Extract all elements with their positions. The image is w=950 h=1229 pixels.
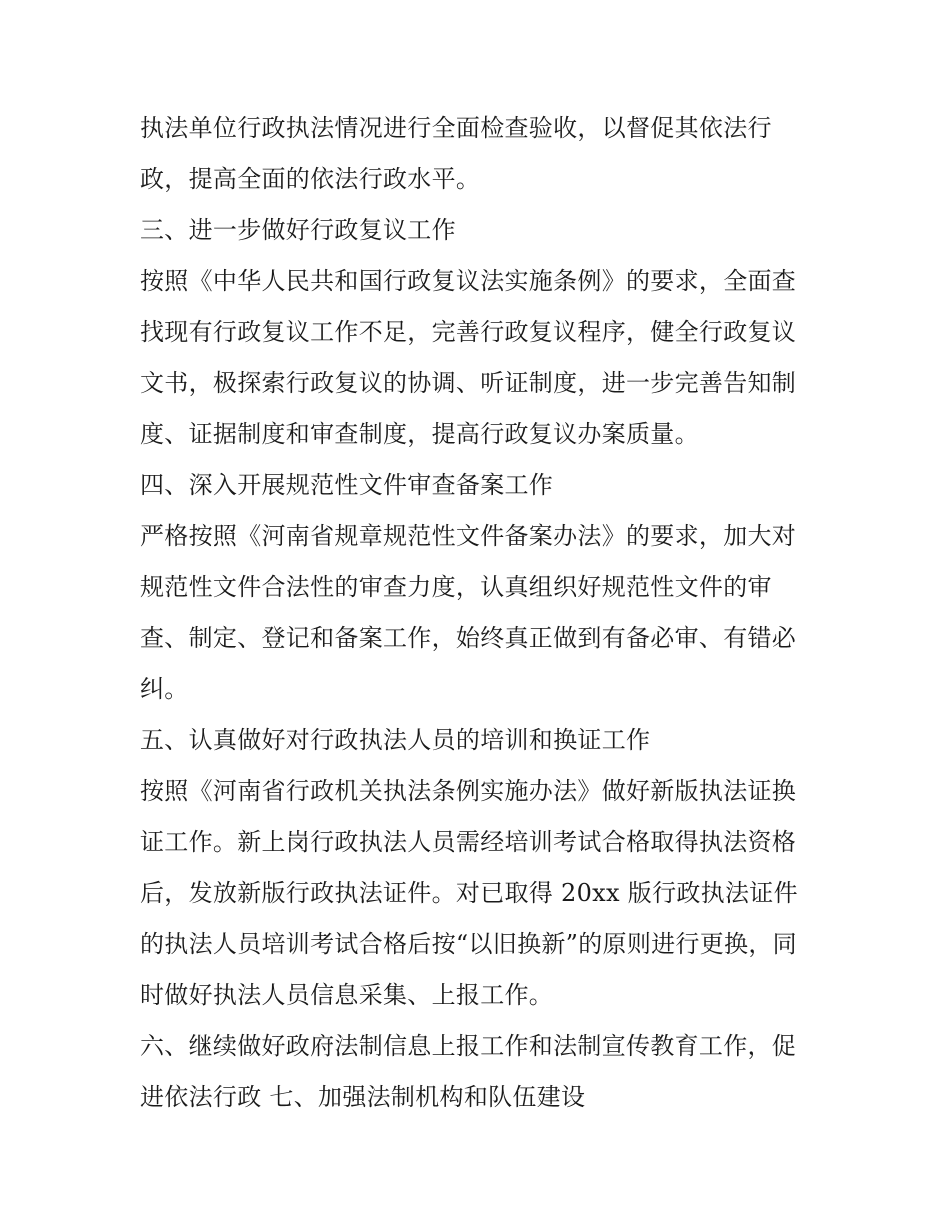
section-heading-6: 六、继续做好政府法制信息上报工作和法制宣传教育工作，促 (140, 1032, 797, 1060)
text-line: 严格按照《河南省规章规范性文件备案办法》的要求，加大对 (140, 522, 797, 550)
text-line: 执法单位行政执法情况进行全面检查验收，以督促其依法行 (140, 114, 772, 142)
section-heading-3: 三、进一步做好行政复议工作 (140, 216, 456, 244)
text-line: 政，提高全面的依法行政水平。 (140, 165, 481, 193)
section-heading-4: 四、深入开展规范性文件审查备案工作 (140, 471, 554, 499)
text-line: 后，发放新版行政执法证件。对已取得 20xx 版行政执法证件 (140, 879, 798, 907)
section-heading-5: 五、认真做好对行政执法人员的培训和换证工作 (140, 726, 651, 754)
text-line: 进依法行政 七、加强法制机构和队伍建设 (140, 1083, 586, 1111)
text-line: 规范性文件合法性的审查力度，认真组织好规范性文件的审 (140, 573, 772, 601)
text-line: 找现有行政复议工作不足，完善行政复议程序，健全行政复议 (140, 318, 797, 346)
document-body (140, 103, 820, 1123)
text-line: 度、证据制度和审查制度，提高行政复议办案质量。 (140, 420, 699, 448)
text-line: 纠。 (140, 675, 189, 703)
text-line: 时做好执法人员信息采集、上报工作。 (140, 981, 554, 1009)
text-line: 证工作。新上岗行政执法人员需经培训考试合格取得执法资格 (140, 828, 797, 856)
text-line: 的执法人员培训考试合格后按“以旧换新”的原则进行更换，同 (140, 930, 797, 958)
text-line: 文书，极探索行政复议的协调、听证制度，进一步完善告知制 (140, 369, 797, 397)
text-line: 查、制定、登记和备案工作，始终真正做到有备必审、有错必 (140, 624, 797, 652)
text-line: 按照《中华人民共和国行政复议法实施条例》的要求，全面查 (140, 267, 797, 295)
text-line: 按照《河南省行政机关执法条例实施办法》做好新版执法证换 (140, 777, 797, 805)
